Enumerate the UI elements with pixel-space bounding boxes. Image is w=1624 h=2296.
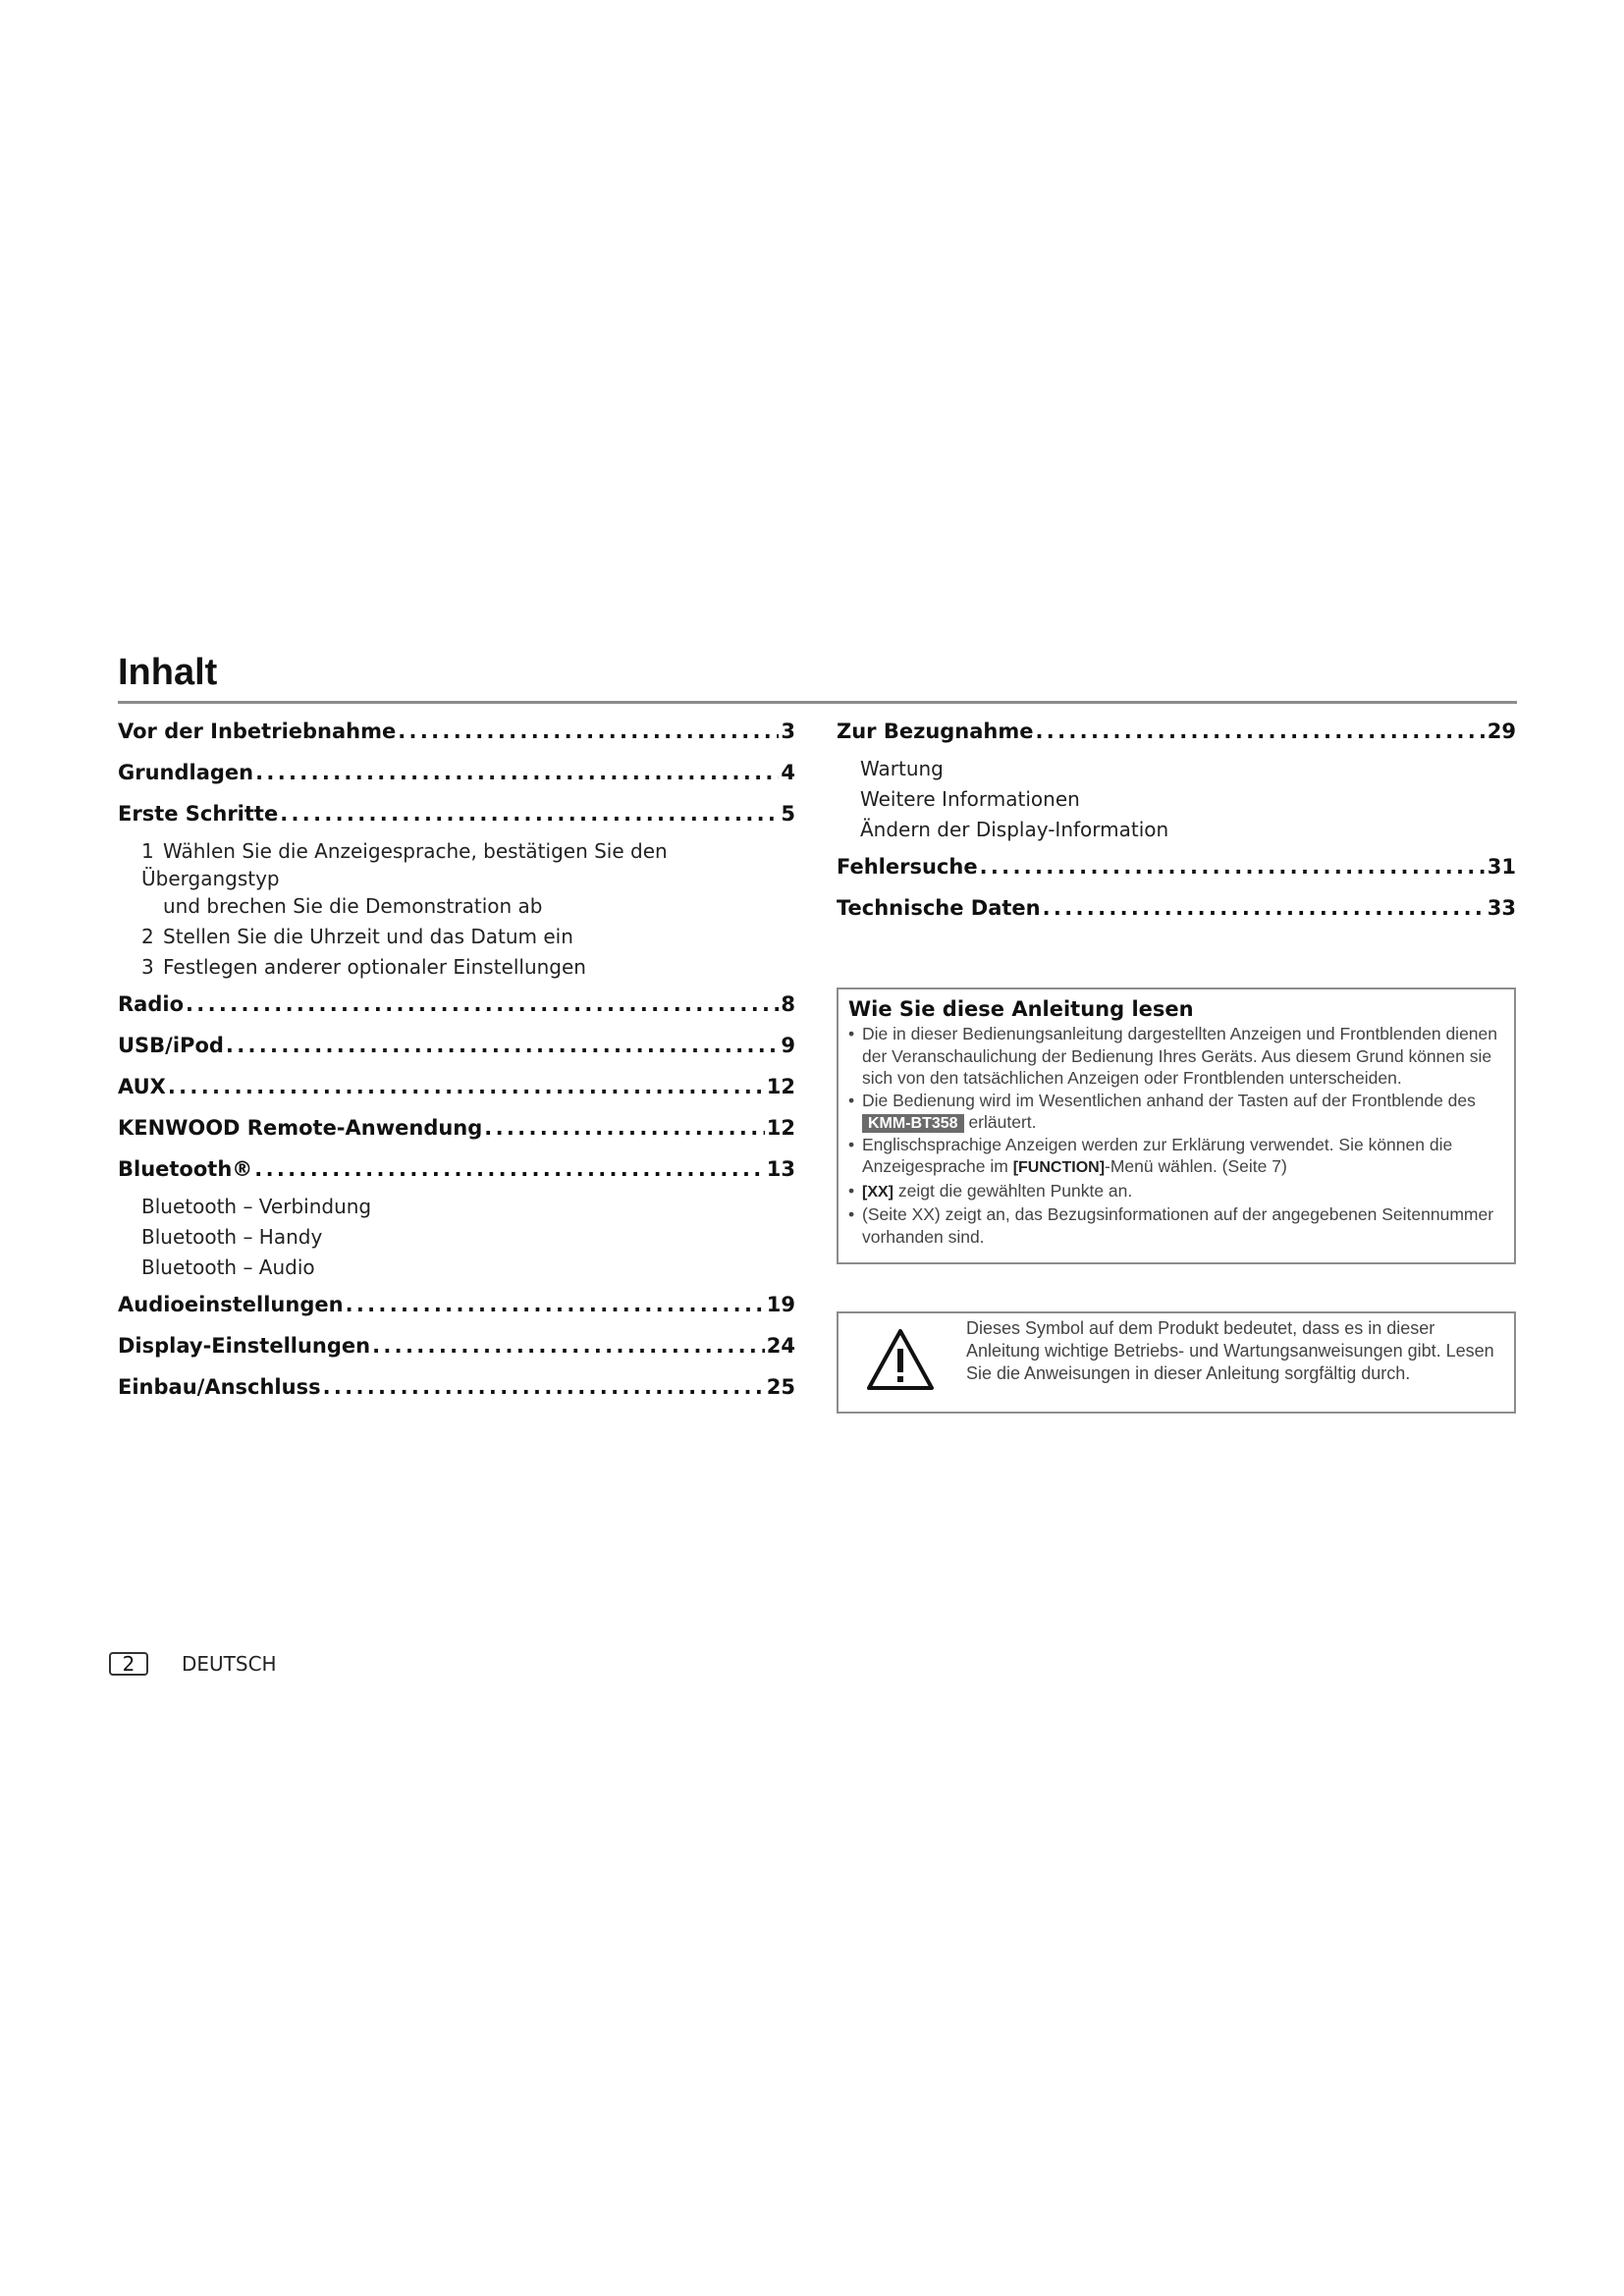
toc-sub-entry[interactable]: Wartung (860, 757, 944, 780)
list-item (848, 1090, 1504, 1134)
toc-sub-label: Festlegen anderer optionaler Einstellungen (163, 955, 586, 979)
toc-entry-label: USB/iPod (118, 1034, 224, 1057)
toc-entry-page: 29 (1487, 720, 1516, 743)
list-item-text: Die Bedienung wird im Wesentlichen anhand der Tasten auf der Frontblende des (862, 1090, 1476, 1110)
list-item-text: (Seite XX) zeigt an, das Bezugsinformationen auf der angegebenen Seitennummer vorhanden sind. (862, 1204, 1494, 1247)
toc-entry[interactable] (837, 711, 1516, 752)
how-to-read-heading: Wie Sie diese Anleitung lesen (848, 997, 1194, 1021)
toc-entry-page: 5 (781, 802, 795, 826)
list-item (848, 1203, 1504, 1248)
toc-entry-page: 12 (766, 1075, 795, 1098)
toc-sub-entry[interactable]: Bluetooth – Handy (141, 1225, 323, 1249)
list-item (848, 1023, 1504, 1090)
toc-sub-entry[interactable] (118, 953, 795, 981)
toc-entry-page: 9 (781, 1034, 795, 1057)
toc-sub-label: Wählen Sie die Anzeigesprache, bestätigen Sie den Übergangstyp (141, 839, 668, 890)
toc-entry[interactable] (118, 1107, 795, 1148)
toc-leader-dots (484, 1107, 764, 1148)
toc-entry-page: 25 (766, 1375, 795, 1399)
toc-entry-label: Grundlagen (118, 761, 254, 784)
toc-entry-label: Erste Schritte (118, 802, 279, 826)
toc-sub-number: 1 (141, 839, 154, 863)
toc-entry-page: 8 (781, 992, 795, 1016)
toc-entry-label: Technische Daten (837, 896, 1041, 920)
toc-sub-entry[interactable]: Ändern der Display-Information (860, 818, 1169, 841)
page-number: 2 (109, 1652, 148, 1676)
list-item-text: Die in dieser Bedienungsanleitung dargestellten Anzeigen und Frontblenden dienen der Veranschaulichung der Bedienung Ihres Geräts. Aus diesem Grund können sie sich von den tatsächlichen Anzeigen oder Frontblenden unterscheiden. (862, 1024, 1498, 1088)
toc-sub-label: Stellen Sie die Uhrzeit und das Datum ein (163, 925, 573, 948)
toc-sub-number: 3 (141, 955, 154, 979)
toc-entry-label: Bluetooth® (118, 1157, 253, 1181)
key-label: [XX] (862, 1183, 893, 1201)
how-to-read-box (837, 988, 1516, 1264)
toc-leader-dots (255, 752, 779, 793)
toc-entry-page: 4 (781, 761, 795, 784)
toc-entry[interactable] (118, 1066, 795, 1107)
list-item-text: Englischsprachige Anzeigen werden zur Erklärung verwendet. Sie können die Anzeigesprache im (862, 1134, 1453, 1176)
toc-leader-dots (280, 793, 779, 834)
list-item (848, 1180, 1504, 1204)
list-item-text: erläutert. (968, 1112, 1037, 1132)
toc-leader-dots (398, 711, 779, 752)
toc-entry-page: 31 (1487, 855, 1516, 879)
toc-sub-label-cont: und brechen Sie die Demonstration ab (163, 894, 543, 918)
list-item-text: -Menü wählen. (Seite 7) (1105, 1156, 1287, 1176)
list-item-text: zeigt die gewählten Punkte an. (897, 1180, 1133, 1201)
toc-entry-page: 12 (766, 1116, 795, 1140)
toc-entry-label: Fehlersuche (837, 855, 978, 879)
toc-leader-dots (1043, 887, 1486, 929)
toc-leader-dots (186, 984, 779, 1025)
toc-leader-dots (254, 1148, 764, 1190)
toc-entry[interactable] (118, 711, 795, 752)
toc-sub-entry[interactable]: Weitere Informationen (860, 787, 1080, 811)
toc-sub-entry[interactable] (118, 837, 795, 920)
toc-entry-label: AUX (118, 1075, 166, 1098)
toc-sub-entry[interactable]: Bluetooth – Audio (141, 1255, 315, 1279)
toc-entry[interactable] (837, 887, 1516, 929)
toc-left-column (118, 711, 795, 1408)
toc-leader-dots (372, 1325, 765, 1366)
toc-entry-label: Radio (118, 992, 184, 1016)
title-divider (118, 701, 1517, 704)
toc-leader-dots (980, 846, 1486, 887)
toc-sub-entry[interactable] (118, 923, 795, 950)
warning-text: Dieses Symbol auf dem Produkt bedeutet, dass es in dieser Anleitung wichtige Betriebs- und Wartungsanweisungen gibt. Lesen Sie die Anweisungen in dieser Anleitung sorgfältig durch. (966, 1318, 1494, 1383)
toc-entry[interactable] (118, 1025, 795, 1066)
toc-entry[interactable] (118, 752, 795, 793)
toc-entry-label: Display-Einstellungen (118, 1334, 371, 1358)
warning-triangle-icon (866, 1327, 935, 1392)
toc-entry[interactable] (118, 1366, 795, 1408)
toc-entry-page: 33 (1487, 896, 1516, 920)
toc-entry-page: 19 (766, 1293, 795, 1316)
model-badge: KMM-BT358 (862, 1114, 964, 1133)
toc-entry-label: Vor der Inbetriebnahme (118, 720, 397, 743)
toc-sub-number: 2 (141, 925, 154, 948)
toc-entry-label: Zur Bezugnahme (837, 720, 1034, 743)
toc-entry-label: KENWOOD Remote-Anwendung (118, 1116, 483, 1140)
toc-entry-page: 3 (781, 720, 795, 743)
toc-entry[interactable] (118, 1148, 795, 1190)
warning-box (837, 1311, 1516, 1414)
toc-leader-dots (323, 1366, 765, 1408)
toc-leader-dots (346, 1284, 765, 1325)
toc-right-column (837, 711, 1516, 929)
toc-leader-dots (226, 1025, 779, 1066)
toc-entry-page: 13 (766, 1157, 795, 1181)
how-to-read-list (848, 1023, 1504, 1248)
language-label: DEUTSCH (182, 1652, 277, 1676)
page-title: Inhalt (118, 652, 218, 693)
function-key-label: [FUNCTION] (1012, 1159, 1106, 1176)
toc-entry-label: Einbau/Anschluss (118, 1375, 321, 1399)
toc-entry-page: 24 (766, 1334, 795, 1358)
toc-entry[interactable] (118, 1325, 795, 1366)
toc-entry[interactable] (118, 793, 795, 834)
toc-sub-entry[interactable]: Bluetooth – Verbindung (141, 1195, 372, 1218)
toc-leader-dots (168, 1066, 765, 1107)
page-footer (109, 1652, 277, 1676)
toc-entry-label: Audioeinstellungen (118, 1293, 344, 1316)
list-item (848, 1134, 1504, 1180)
toc-entry[interactable] (837, 846, 1516, 887)
toc-entry[interactable] (118, 984, 795, 1025)
toc-entry[interactable] (118, 1284, 795, 1325)
toc-leader-dots (1036, 711, 1486, 752)
